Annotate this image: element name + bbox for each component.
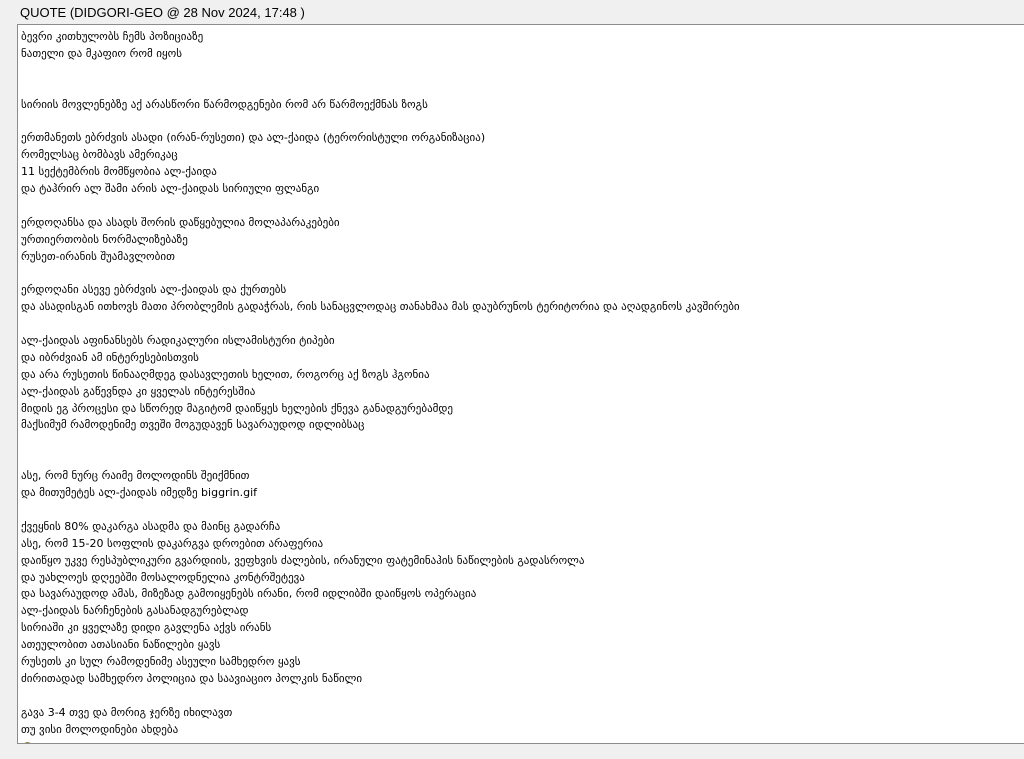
quote-line: ასე, რომ 15-20 სოფლის დაკარგვა დროებით არაფერია: [21, 536, 324, 550]
quote-line: რუსეთს კი სულ რამოდენიმე ასეული სამხედრო ყავს: [21, 654, 301, 668]
quote-text: [21, 29, 1024, 738]
quote-line: და ასადისგან ითხოვს მათი პრობლემის გადაჭრას, რის სანაცვლოდაც თანახმაა მას დაუბრუნოს ტერიტორია და აღადგინოს კავშირები: [21, 300, 740, 314]
quote-line: სირიის მოვლენებზე აქ არასწორი წარმოდგენები რომ არ წარმოექმნას ზოგს: [21, 97, 428, 111]
quote-line: მაქსიმუმ რამოდენიმე თვეში მოგუდავენ სავარაუდოდ იდლიბსაც: [21, 418, 365, 432]
quote-line: და უახლოეს დღეებში მოსალოდნელია კონტრშეტევა: [21, 570, 305, 584]
quote-line: ალ-ქაიდას ნარჩენების გასანადგურებლად: [21, 604, 249, 618]
quote-line: ალ-ქაიდას გაწევნდა კი ყველას ინტერესშია: [21, 384, 256, 398]
quote-line: ქვეყნის 80% დაკარგა ასადმა და მაინც გადარჩა: [21, 519, 281, 533]
blank-line: [21, 688, 1024, 705]
quote-line: ბევრი კითხულობს ჩემს პოზიციაზე: [21, 30, 204, 43]
smiley-icon: [21, 740, 34, 744]
quote-line: დაიწყო უკვე რესპუბლიკური გვარდიის, ვეფხვის ძალების, ირანული ფატემინაჰის ნაწილების გადასროლა: [21, 553, 585, 567]
blank-line: [21, 113, 1024, 130]
blank-line: [21, 316, 1024, 333]
quote-line: ასე, რომ ნურც რაიმე მოლოდინს შეიქმნით: [21, 469, 250, 483]
blank-line: [21, 80, 1024, 97]
quote-body: [17, 24, 1024, 744]
blank-line: [21, 451, 1024, 468]
blank-line: [21, 265, 1024, 282]
quote-line: და არა რუსეთის წინააღმდეგ დასავლეთის ხელით, როგორც აქ ზოგს ჰგონია: [21, 367, 430, 381]
quote-title: QUOTE (DIDGORI-GEO @ 28 Nov 2024, 17:48 ): [20, 5, 305, 20]
quote-line: ერთმანეთს ებრძვის ასადი (ირან-რუსეთი) და ალ-ქაიდა (ტერორისტული ორგანიზაცია): [21, 131, 486, 145]
quote-header: [0, 0, 1024, 24]
quote-line: გავა 3-4 თვე და მორიგ ჯერზე იხილავთ: [21, 705, 233, 719]
quote-line: რუსეთ-ირანის შუამავლობით: [21, 249, 175, 263]
blank-line: [21, 502, 1024, 519]
quote-line: ურთიერთობის ნორმალიზებაზე: [21, 232, 188, 246]
quote-line: 11 სექტემბრის მომწყობია ალ-ქაიდა: [21, 165, 217, 179]
quote-line: და მითუმეტეს ალ-ქაიდას იმედზე biggrin.gif: [21, 486, 258, 500]
quote-line: და სავარაუდოდ ამას, მიზეზად გამოიყენებს ირანი, რომ იდლიბში დაიწყოს ოპერაცია: [21, 587, 477, 601]
blank-line: [21, 198, 1024, 215]
blank-line: [21, 434, 1024, 451]
quote-line: და ტაჰრირ ალ შამი არის ალ-ქაიდას სირიული ფლანგი: [21, 182, 320, 196]
quote-line: მიდის ეგ პროცესი და სწორედ მაგიტომ დაიწყეს ხელების ქნევა განადგურებამდე: [21, 401, 453, 415]
quote-line: ძირითადად სამხედრო პოლიცია და საავიაციო პოლკის ნაწილი: [21, 671, 363, 685]
quote-line: ათეულობით ათასიანი ნაწილები ყავს: [21, 638, 221, 652]
quote-line: ალ-ქაიდას აფინანსებს რადიკალური ისლამისტური ტიპები: [21, 334, 335, 348]
quote-line: ნათელი და მკაფიო რომ იყოს: [21, 46, 182, 60]
quote-line: და იბრძვიან ამ ინტერესებისთვის: [21, 350, 199, 364]
quote-line: თუ ვისი მოლოდინები ახდება: [21, 722, 179, 736]
quote-line: ერდოღანსა და ასადს შორის დაწყებულია მოლაპარაკებები: [21, 215, 340, 229]
quote-line: ერდოღანი ასევე ებრძვის ალ-ქაიდას და ქურთებს: [21, 283, 287, 297]
blank-line: [21, 63, 1024, 80]
quote-line: სირიაში კი ყველაზე დიდი გავლენა აქვს ირანს: [21, 621, 272, 635]
quote-line: რომელსაც ბომბავს ამერიკაც: [21, 148, 178, 162]
